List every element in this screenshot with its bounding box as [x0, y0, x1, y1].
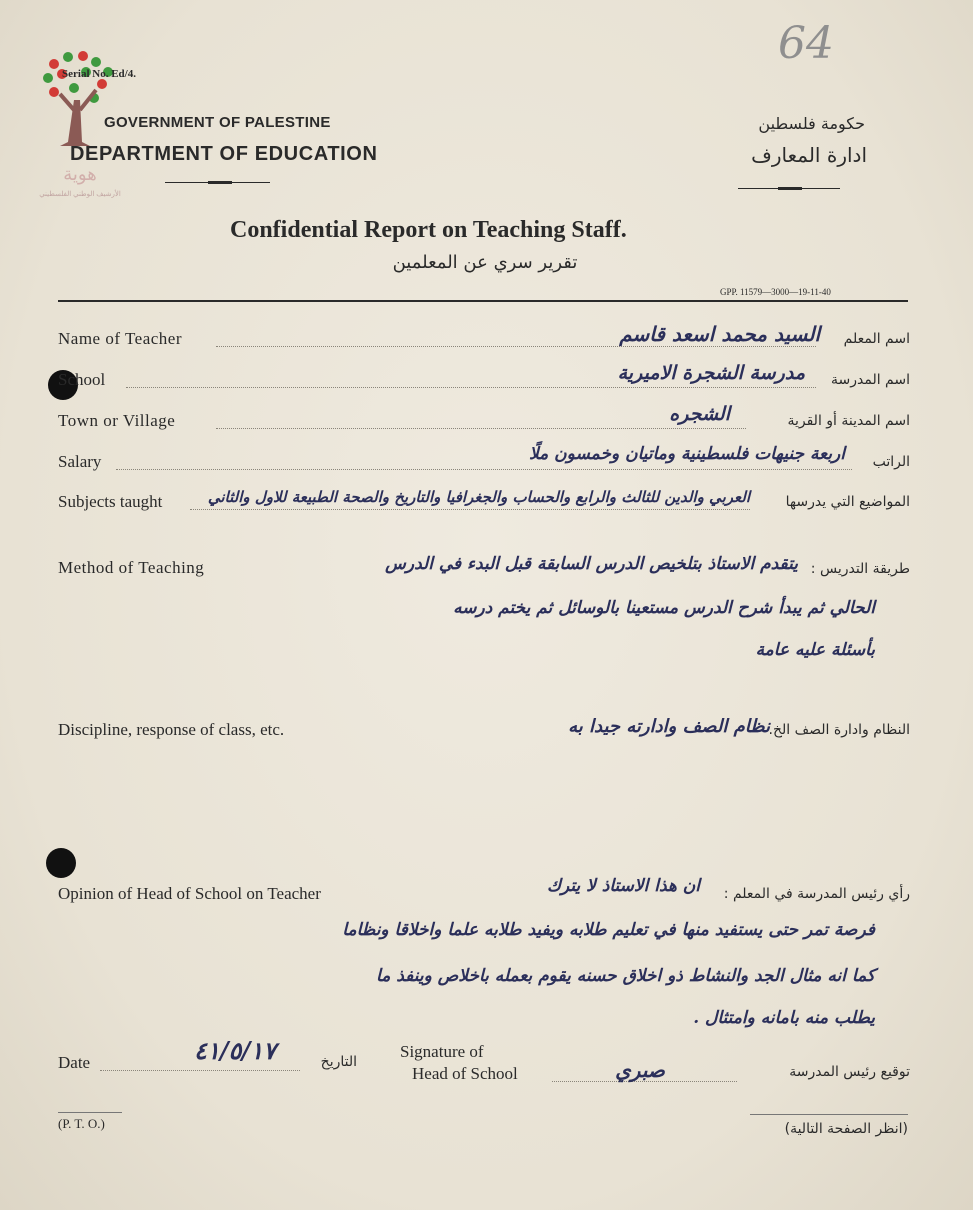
- method-label-en: Method of Teaching: [58, 558, 205, 577]
- header-divider-left-mark: [208, 181, 232, 184]
- department-title-en: DEPARTMENT OF EDUCATION: [70, 143, 378, 165]
- name-dotted-line: [216, 346, 816, 347]
- subjects-label-ar: المواضيع التي يدرسها: [785, 494, 910, 510]
- salary-value: اربعة جنيهات فلسطينية وماتيان وخمسون ملًا: [529, 444, 845, 464]
- name-label-en: Name of Teacher: [58, 329, 182, 348]
- method-value-line-1: يتقدم الاستاذ بتلخيص الدرس السابقة قبل البدء في الدرس: [385, 554, 798, 574]
- method-value-line-2: الحالي ثم يبدأ شرح الدرس مستعينا بالوسائل ثم يختم درسه: [453, 598, 875, 618]
- date-value: ٤١/٥/١٧: [194, 1036, 276, 1065]
- page-number: 64: [778, 18, 834, 69]
- tree-logo-icon: [43, 51, 113, 146]
- government-title-ar: حكومة فلسطين: [758, 114, 865, 133]
- opinion-label-en: Opinion of Head of School on Teacher: [58, 884, 321, 903]
- svg-text:هوية: هوية: [63, 164, 97, 185]
- salary-dotted-line: [116, 469, 852, 470]
- school-value: مدرسة الشجرة الاميرية: [617, 362, 805, 384]
- subjects-dotted-line: [190, 509, 750, 510]
- title-rule: [58, 300, 908, 302]
- signature-label-en-2: Head of School: [412, 1064, 518, 1083]
- print-code: GPP. 11579—3000—19-11-40: [720, 287, 831, 297]
- pto-ar: (انظر الصفحة التالية): [784, 1121, 908, 1137]
- pto-en: (P. T. O.): [58, 1116, 105, 1131]
- footer-rule-right: [750, 1114, 908, 1115]
- name-value: السيد محمد اسعد قاسم: [619, 322, 820, 346]
- report-title-en: Confidential Report on Teaching Staff.: [230, 217, 627, 243]
- opinion-label-ar: رأي رئيس المدرسة في المعلم :: [723, 886, 910, 902]
- signature-label-ar: توقيع رئيس المدرسة: [789, 1064, 910, 1080]
- opinion-value-line-1: ان هذا الاستاذ لا يترك: [547, 876, 700, 896]
- logo-caption: الأرشيف الوطني الفلسطيني: [39, 191, 121, 198]
- school-label-ar: اسم المدرسة: [831, 372, 910, 388]
- signature-label-en-1: Signature of: [400, 1042, 484, 1061]
- date-label-en: Date: [58, 1053, 91, 1072]
- discipline-value: نظام الصف وادارته جيدا به: [568, 716, 770, 737]
- header-divider-right-mark: [778, 187, 802, 190]
- school-label-en: School: [58, 370, 106, 389]
- punch-hole-bottom: [46, 848, 76, 878]
- town-label-en: Town or Village: [58, 411, 176, 430]
- government-title-en: GOVERNMENT OF PALESTINE: [104, 114, 331, 131]
- method-label-ar: طريقة التدريس :: [810, 561, 910, 577]
- town-dotted-line: [216, 428, 746, 429]
- date-label-ar: التاريخ: [320, 1054, 357, 1070]
- opinion-value-line-3: كما انه مثال الجد والنشاط ذو اخلاق حسنه يقوم بعمله باخلاص وينفذ ما: [376, 966, 875, 986]
- report-title-ar: تقرير سري عن المعلمين: [392, 252, 578, 273]
- method-value-line-3: بأسئلة عليه عامة: [755, 640, 875, 660]
- signature-value: صبري: [615, 1058, 665, 1082]
- discipline-label-en: Discipline, response of class, etc.: [58, 720, 285, 739]
- subjects-value: العربي والدين للثالث والرابع والحساب والجغرافيا والتاريخ والصحة الطبيعة للاول والثاني: [207, 488, 750, 506]
- date-dotted-line: [100, 1070, 300, 1071]
- serial-number: Serial No. Ed/4.: [62, 68, 136, 80]
- salary-label-ar: الراتب: [872, 454, 910, 470]
- opinion-value-line-4: يطلب منه بامانه وامتثال .: [693, 1008, 875, 1028]
- discipline-label-ar: النظام وادارة الصف الخ.: [768, 722, 910, 738]
- town-value: الشجره: [669, 403, 730, 425]
- town-label-ar: اسم المدينة أو القرية: [787, 413, 910, 429]
- footer-rule-left: [58, 1112, 122, 1113]
- school-dotted-line: [126, 387, 816, 388]
- opinion-value-line-2: فرصة تمر حتى يستفيد منها في تعليم طلابه ويفيد طلابه علما واخلاقا ونظاما: [342, 920, 875, 940]
- subjects-label-en: Subjects taught: [58, 492, 163, 511]
- name-label-ar: اسم المعلم: [843, 331, 910, 347]
- department-title-ar: ادارة المعارف: [751, 143, 867, 167]
- salary-label-en: Salary: [58, 452, 102, 471]
